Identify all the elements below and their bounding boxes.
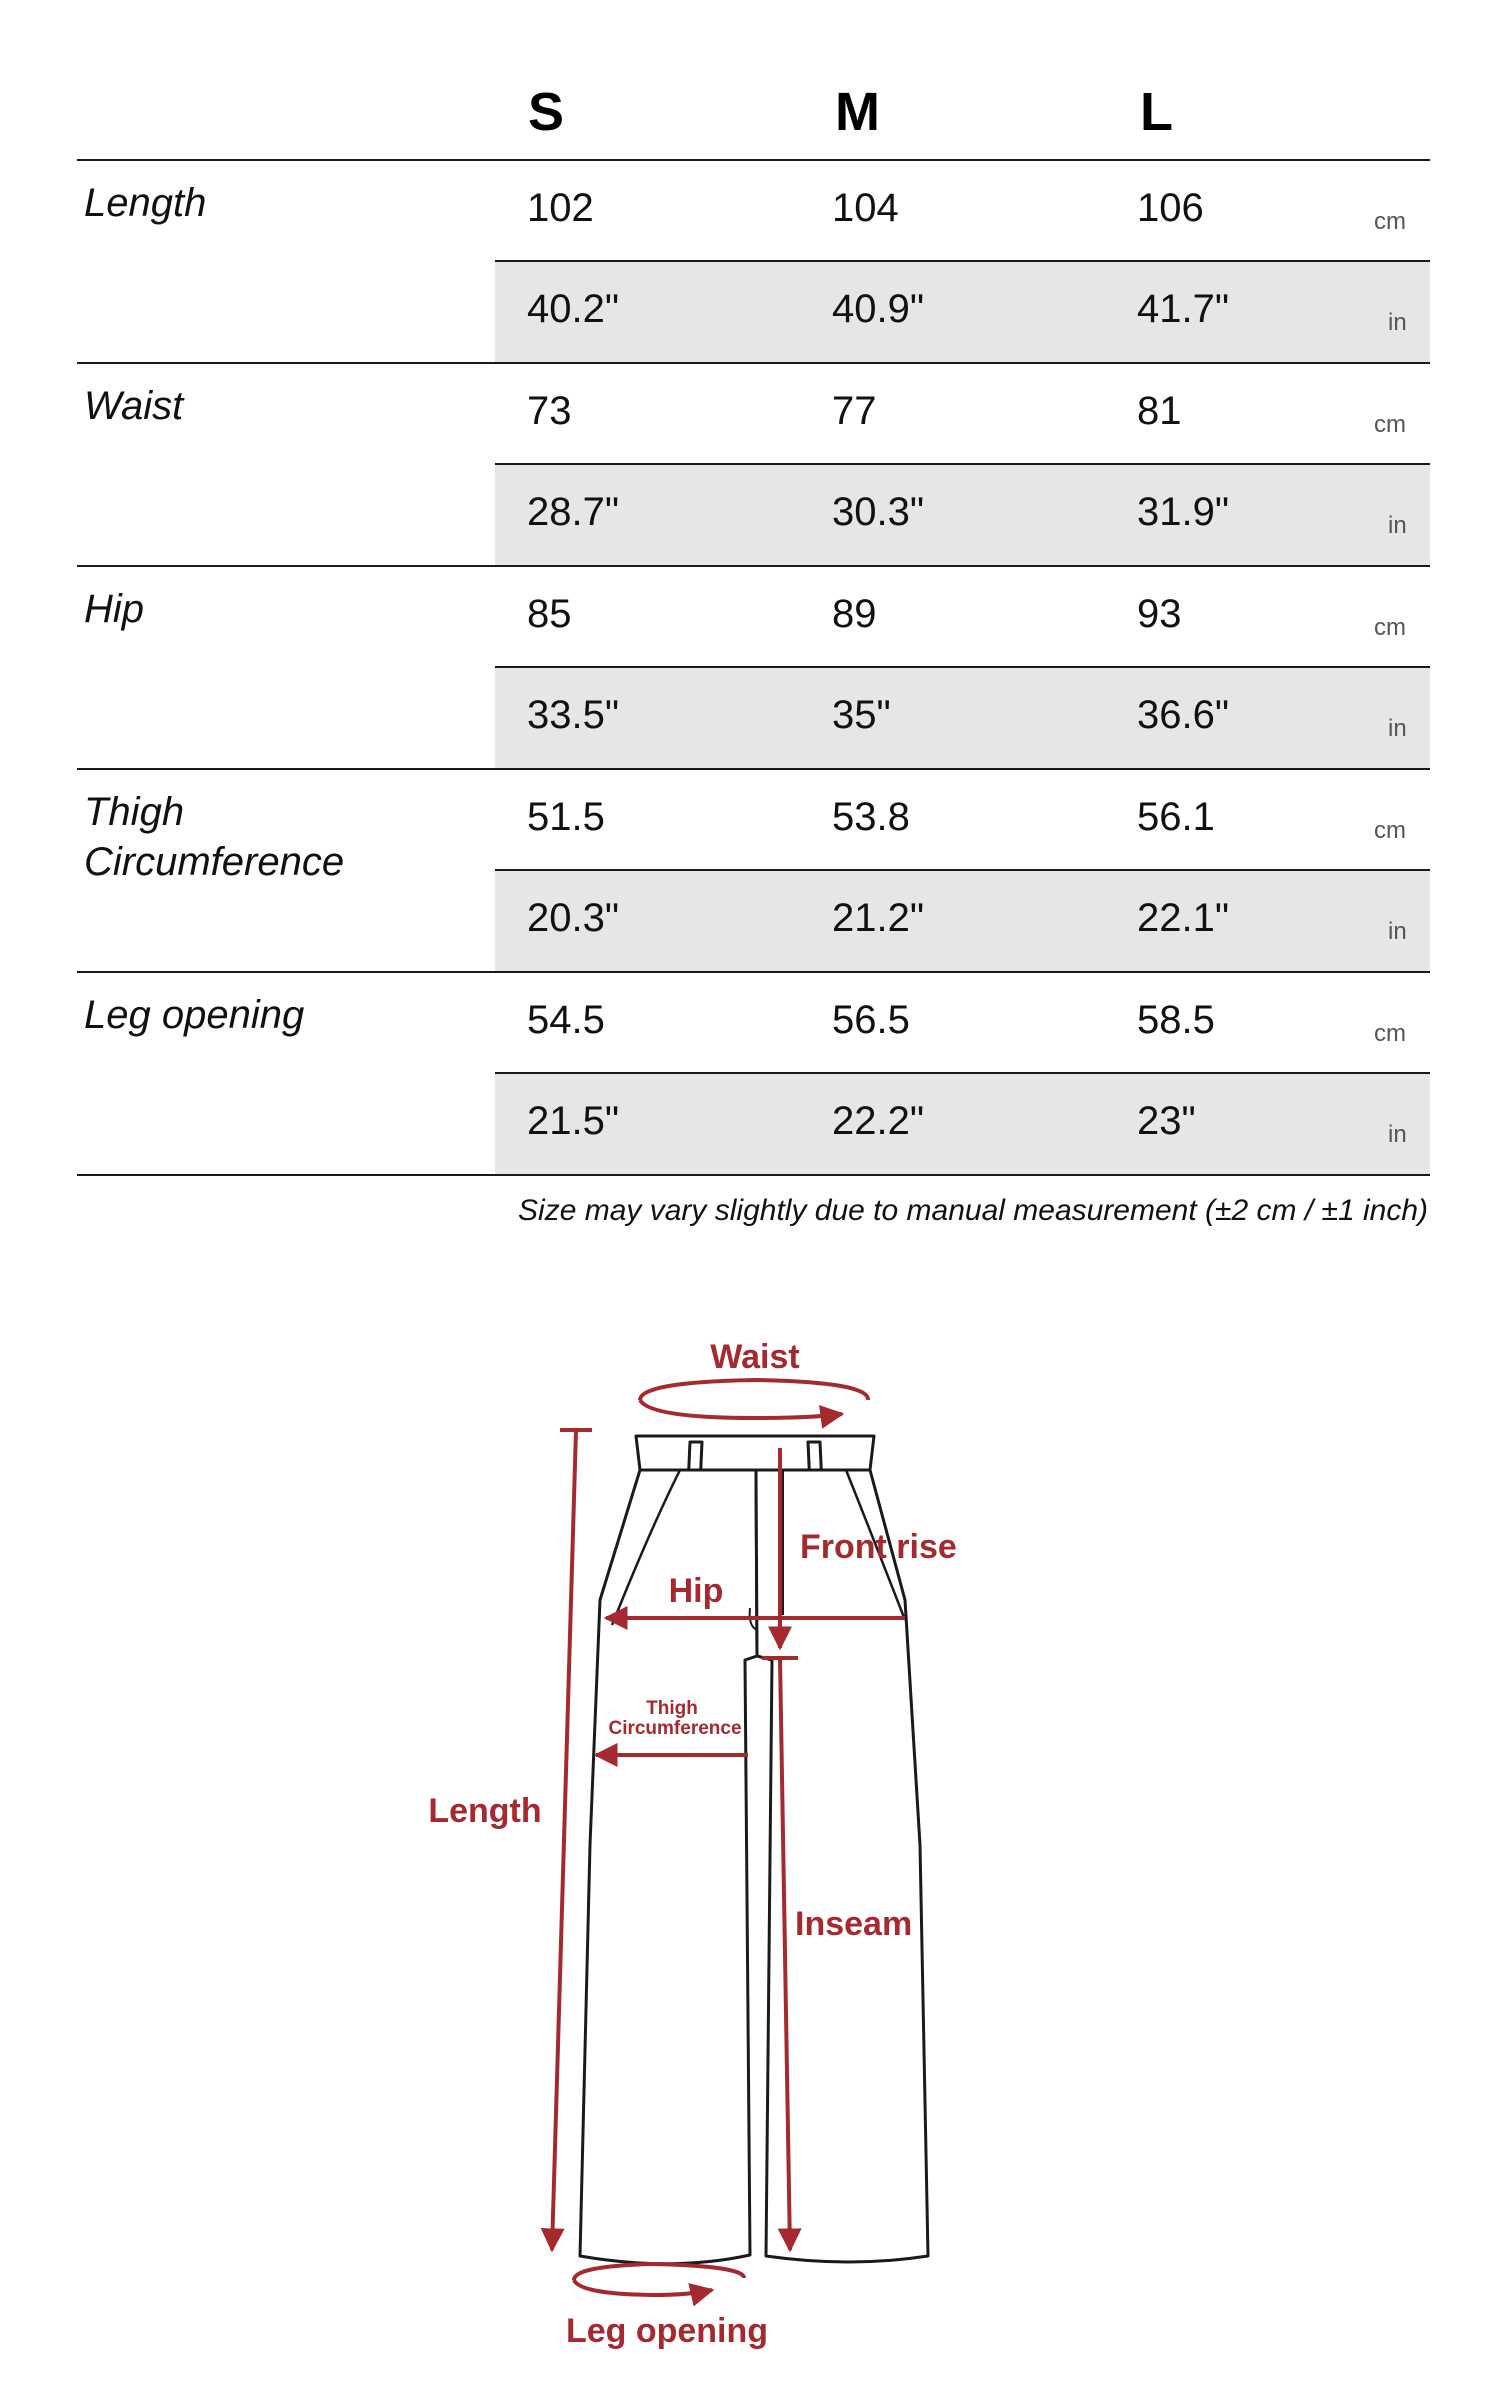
cell-cm: 77 — [832, 389, 877, 433]
cell-in: 41.7" — [1137, 287, 1230, 331]
cell-in: 36.6" — [1137, 693, 1230, 737]
cell-in: 30.3" — [832, 490, 925, 534]
unit-cm-label: cm — [1374, 1020, 1406, 1047]
row-label-4: Leg opening — [84, 993, 305, 1037]
row-imperial-shading — [495, 870, 1430, 971]
row-divider — [77, 768, 1430, 770]
unit-cm-label: cm — [1374, 817, 1406, 844]
row-sub-divider — [495, 463, 1430, 465]
row-sub-divider — [495, 666, 1430, 668]
unit-cm-label: cm — [1374, 208, 1406, 235]
thigh-label-line2: Circumference — [608, 1718, 742, 1739]
header-divider — [77, 159, 1430, 161]
row-imperial-shading — [495, 261, 1430, 362]
thigh-label-line1: Thigh — [646, 1698, 698, 1719]
size-header-s: S — [528, 82, 565, 142]
row-sub-divider — [495, 1072, 1430, 1074]
cell-cm: 104 — [832, 186, 899, 230]
cell-in: 31.9" — [1137, 490, 1230, 534]
cell-in: 20.3" — [527, 896, 620, 940]
cell-cm: 89 — [832, 592, 877, 636]
cell-in: 40.2" — [527, 287, 620, 331]
cell-in: 40.9" — [832, 287, 925, 331]
cell-cm: 73 — [527, 389, 572, 433]
cell-cm: 53.8 — [832, 795, 910, 839]
cell-in: 23" — [1137, 1099, 1196, 1143]
cell-cm: 54.5 — [527, 998, 605, 1042]
leg-opening-measure-icon — [574, 2264, 744, 2295]
unit-in-label: in — [1388, 715, 1407, 742]
unit-in-label: in — [1388, 512, 1407, 539]
row-sub-divider — [495, 260, 1430, 262]
cell-in: 35" — [832, 693, 891, 737]
row-label-1: Waist — [84, 384, 184, 428]
cell-cm: 56.1 — [1137, 795, 1215, 839]
row-divider — [77, 362, 1430, 364]
unit-cm-label: cm — [1374, 411, 1406, 438]
cell-in: 22.1" — [1137, 896, 1230, 940]
row-divider — [77, 1174, 1430, 1176]
trousers-measurement-diagram — [0, 1300, 1500, 2360]
measurement-note: Size may vary slightly due to manual measurement (±2 cm / ±1 inch) — [518, 1194, 1428, 1227]
row-imperial-shading — [495, 464, 1430, 565]
unit-in-label: in — [1388, 309, 1407, 336]
size-header-l: L — [1140, 82, 1173, 142]
cell-in: 22.2" — [832, 1099, 925, 1143]
row-sub-divider — [495, 869, 1430, 871]
cell-in: 28.7" — [527, 490, 620, 534]
cell-cm: 102 — [527, 186, 594, 230]
row-imperial-shading — [495, 667, 1430, 768]
unit-in-label: in — [1388, 918, 1407, 945]
cell-cm: 81 — [1137, 389, 1182, 433]
length-label: Length — [428, 1792, 542, 1830]
row-imperial-shading — [495, 1073, 1430, 1174]
row-label-0: Length — [84, 181, 207, 225]
inseam-label: Inseam — [795, 1905, 913, 1943]
cell-in: 21.2" — [832, 896, 925, 940]
front-rise-label: Front rise — [800, 1528, 957, 1566]
cell-in: 21.5" — [527, 1099, 620, 1143]
size-header-m: M — [835, 82, 880, 142]
row-divider — [77, 971, 1430, 973]
row-divider — [77, 565, 1430, 567]
cell-cm: 58.5 — [1137, 998, 1215, 1042]
row-label-3: Thigh Circumference — [84, 790, 345, 884]
leg-opening-label: Leg opening — [565, 2312, 769, 2350]
cell-cm: 85 — [527, 592, 572, 636]
waist-measure-icon — [640, 1380, 868, 1418]
cell-in: 33.5" — [527, 693, 620, 737]
cell-cm: 56.5 — [832, 998, 910, 1042]
unit-cm-label: cm — [1374, 614, 1406, 641]
cell-cm: 51.5 — [527, 795, 605, 839]
cell-cm: 93 — [1137, 592, 1182, 636]
row-label-2: Hip — [84, 587, 145, 631]
hip-label: Hip — [668, 1572, 724, 1610]
cell-cm: 106 — [1137, 186, 1204, 230]
unit-in-label: in — [1388, 1121, 1407, 1148]
waist-label: Waist — [710, 1338, 800, 1376]
